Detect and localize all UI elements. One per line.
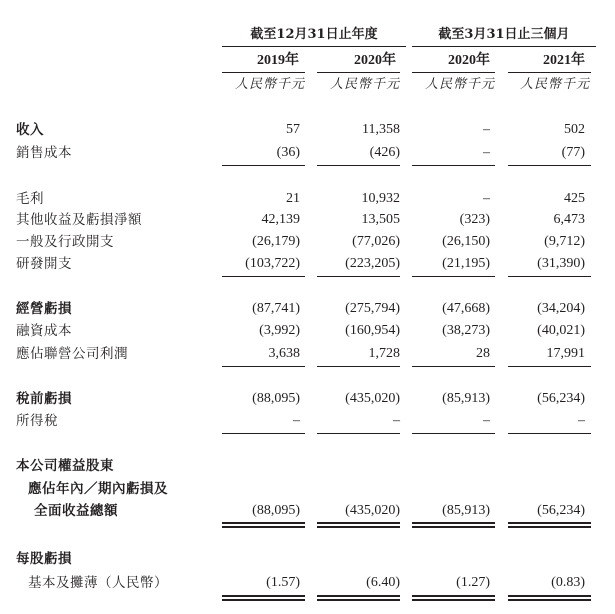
row-label-finance-costs: 融資成本 bbox=[16, 323, 72, 339]
cell-value: 425 bbox=[564, 191, 585, 206]
row-label-rd-expenses: 研發開支 bbox=[16, 256, 72, 272]
header-group-year: 截至12月31日止年度 bbox=[250, 27, 378, 42]
cell-value: 10,932 bbox=[361, 191, 400, 206]
row-label-equity-shareholders: 本公司權益股東 bbox=[16, 458, 114, 474]
subtotal-rule bbox=[412, 276, 495, 277]
cell-value: – bbox=[293, 413, 300, 428]
cell-value: (21,195) bbox=[442, 256, 490, 271]
cell-value: – bbox=[483, 413, 490, 428]
header-unit-col-4: 人民幣千元 bbox=[519, 77, 590, 92]
total-double-rule bbox=[508, 599, 591, 601]
header-group-rule bbox=[412, 46, 596, 47]
cell-value: (103,722) bbox=[245, 256, 300, 271]
cell-value: 42,139 bbox=[261, 212, 300, 227]
subtotal-rule bbox=[412, 366, 495, 367]
total-double-rule bbox=[412, 599, 495, 601]
year-rule bbox=[317, 72, 400, 73]
total-double-rule bbox=[317, 526, 400, 528]
total-double-rule bbox=[508, 595, 591, 597]
cell-value: (38,273) bbox=[442, 323, 490, 338]
cell-value: (1.57) bbox=[266, 575, 300, 590]
subtotal-rule bbox=[317, 276, 400, 277]
subtotal-rule bbox=[317, 165, 400, 166]
cell-value: (223,205) bbox=[345, 256, 400, 271]
row-label-operating-loss: 經營虧損 bbox=[16, 301, 72, 317]
header-unit-col-2: 人民幣千元 bbox=[329, 77, 400, 92]
total-double-rule bbox=[412, 526, 495, 528]
cell-value: (77) bbox=[561, 145, 585, 160]
row-label-cost-of-sales: 銷售成本 bbox=[16, 145, 72, 161]
cell-value: 17,991 bbox=[546, 346, 585, 361]
cell-value: 1,728 bbox=[368, 346, 400, 361]
cell-value: (56,234) bbox=[537, 391, 585, 406]
cell-value: (77,026) bbox=[352, 234, 400, 249]
total-double-rule bbox=[222, 595, 305, 597]
total-double-rule bbox=[222, 526, 305, 528]
row-label-income-tax: 所得稅 bbox=[16, 413, 58, 429]
row-label-total-comprehensive: 全面收益總額 bbox=[34, 503, 118, 519]
year-rule bbox=[508, 72, 591, 73]
cell-value: (47,668) bbox=[442, 301, 490, 316]
cell-value: (36) bbox=[276, 145, 300, 160]
header-group-quarter: 截至3月31日止三個月 bbox=[438, 27, 570, 42]
cell-value: (85,913) bbox=[442, 391, 490, 406]
row-label-loss-before-tax: 稅前虧損 bbox=[16, 391, 72, 407]
cell-value: – bbox=[578, 413, 585, 428]
row-label-gross-profit: 毛利 bbox=[16, 191, 44, 207]
cell-value: 6,473 bbox=[553, 212, 585, 227]
total-double-rule bbox=[412, 522, 495, 524]
cell-value: (6.40) bbox=[366, 575, 400, 590]
cell-value: (426) bbox=[369, 145, 400, 160]
header-year-col-3: 2020年 bbox=[448, 53, 490, 68]
header-year-col-1: 2019年 bbox=[257, 53, 299, 68]
cell-value: (1.27) bbox=[456, 575, 490, 590]
cell-value: – bbox=[483, 122, 490, 137]
subtotal-rule bbox=[317, 366, 400, 367]
cell-value: (87,741) bbox=[252, 301, 300, 316]
header-year-col-4: 2021年 bbox=[543, 53, 585, 68]
cell-value: – bbox=[393, 413, 400, 428]
cell-value: (85,913) bbox=[442, 503, 490, 518]
cell-value: 57 bbox=[286, 122, 300, 137]
cell-value: – bbox=[483, 191, 490, 206]
row-label-share-of-associates: 應佔聯營公司利潤 bbox=[16, 346, 128, 362]
cell-value: (31,390) bbox=[537, 256, 585, 271]
cell-value: (3,992) bbox=[259, 323, 300, 338]
cell-value: (9,712) bbox=[544, 234, 585, 249]
row-label-loss-per-share: 每股虧損 bbox=[16, 551, 72, 567]
cell-value: 13,505 bbox=[361, 212, 400, 227]
total-double-rule bbox=[508, 526, 591, 528]
cell-value: (0.83) bbox=[551, 575, 585, 590]
cell-value: 3,638 bbox=[268, 346, 300, 361]
cell-value: (160,954) bbox=[345, 323, 400, 338]
header-year-col-2: 2020年 bbox=[354, 53, 396, 68]
cell-value: 502 bbox=[564, 122, 585, 137]
cell-value: (435,020) bbox=[345, 503, 400, 518]
subtotal-rule bbox=[508, 165, 591, 166]
row-label-revenue: 收入 bbox=[16, 122, 44, 138]
cell-value: (88,095) bbox=[252, 391, 300, 406]
cell-value: 11,358 bbox=[362, 122, 400, 137]
row-label-other-gains: 其他收益及虧損淨額 bbox=[16, 212, 142, 228]
cell-value: (26,179) bbox=[252, 234, 300, 249]
cell-value: 28 bbox=[476, 346, 490, 361]
total-double-rule bbox=[508, 522, 591, 524]
cell-value: (435,020) bbox=[345, 391, 400, 406]
subtotal-rule bbox=[222, 276, 305, 277]
year-rule bbox=[412, 72, 495, 73]
subtotal-rule bbox=[222, 433, 305, 434]
cell-value: (275,794) bbox=[345, 301, 400, 316]
year-rule bbox=[222, 72, 305, 73]
total-double-rule bbox=[222, 522, 305, 524]
subtotal-rule bbox=[508, 276, 591, 277]
cell-value: (56,234) bbox=[537, 503, 585, 518]
total-double-rule bbox=[412, 595, 495, 597]
cell-value: – bbox=[483, 145, 490, 160]
cell-value: (26,150) bbox=[442, 234, 490, 249]
row-label-basic-diluted: 基本及攤薄（人民幣） bbox=[28, 575, 168, 591]
subtotal-rule bbox=[412, 433, 495, 434]
total-double-rule bbox=[222, 599, 305, 601]
subtotal-rule bbox=[508, 433, 591, 434]
subtotal-rule bbox=[222, 165, 305, 166]
total-double-rule bbox=[317, 522, 400, 524]
cell-value: (88,095) bbox=[252, 503, 300, 518]
header-unit-col-1: 人民幣千元 bbox=[234, 77, 305, 92]
subtotal-rule bbox=[412, 165, 495, 166]
header-group-rule bbox=[222, 46, 406, 47]
row-label-admin-expenses: 一般及行政開支 bbox=[16, 234, 114, 250]
subtotal-rule bbox=[508, 366, 591, 367]
row-label-attributable-loss: 應佔年內／期內虧損及 bbox=[28, 481, 168, 497]
cell-value: 21 bbox=[286, 191, 300, 206]
subtotal-rule bbox=[317, 433, 400, 434]
total-double-rule bbox=[317, 599, 400, 601]
header-unit-col-3: 人民幣千元 bbox=[424, 77, 495, 92]
cell-value: (40,021) bbox=[537, 323, 585, 338]
total-double-rule bbox=[317, 595, 400, 597]
cell-value: (323) bbox=[459, 212, 490, 227]
subtotal-rule bbox=[222, 366, 305, 367]
cell-value: (34,204) bbox=[537, 301, 585, 316]
